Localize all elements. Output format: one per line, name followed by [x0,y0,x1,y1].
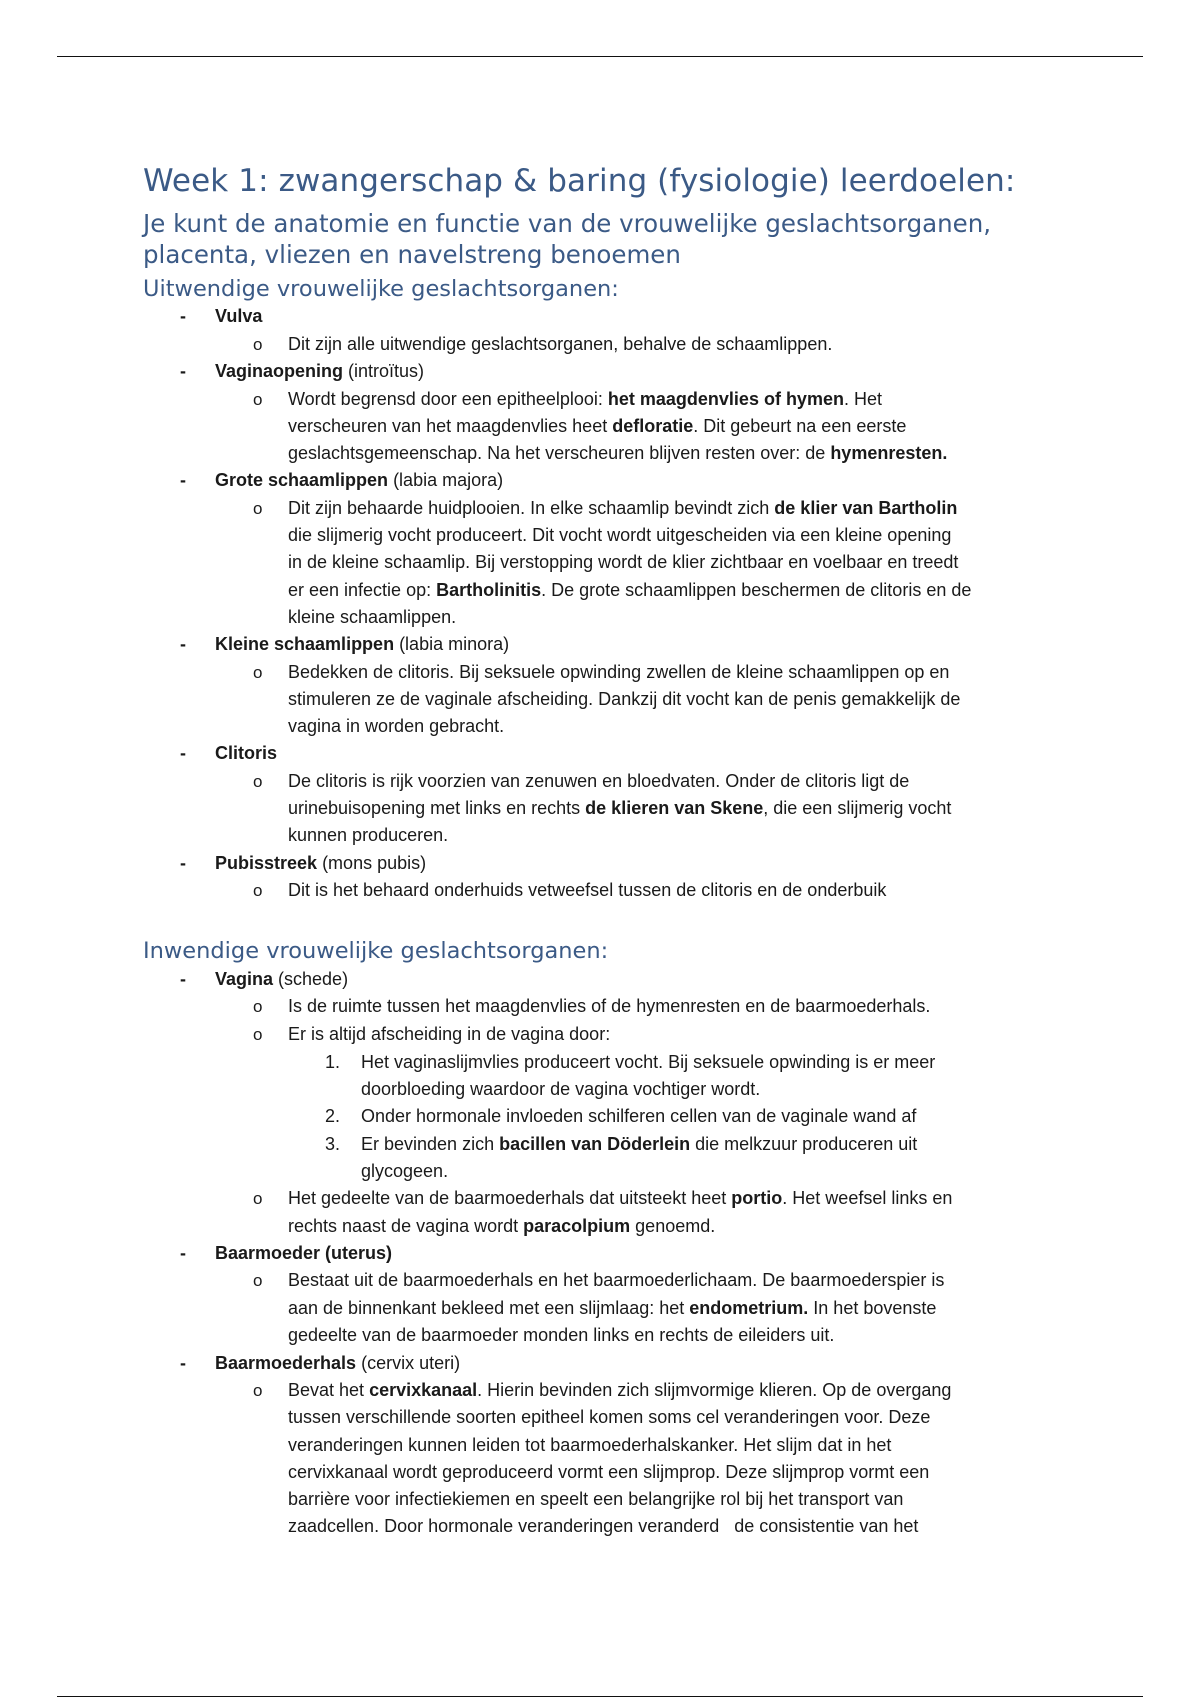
term-vulva: Vulva [215,306,263,326]
term-vagina: Vagina (schede) [215,969,349,989]
list-bullet: o [253,1381,263,1400]
list-dash: - [180,361,186,381]
term-kleine-schaamlippen: Kleine schaamlippen (labia minora) [215,634,510,654]
vagina-text-1: Is de ruimte tussen het maagdenvlies of de hymenresten en de baarmoederhals. [288,996,931,1016]
grote-text-3: in de kleine schaamlip. Bij verstopping wordt de klier zichtbaar en voelbaar en treedt [288,552,959,572]
pubis-text-1: Dit is het behaard onderhuids vetweefsel tussen de clitoris en de onderbuik [288,880,887,900]
header-rule [57,56,1143,57]
vagina-text-3: Het gedeelte van de baarmoederhals dat uitsteekt heet portio. Het weefsel links en [288,1188,953,1208]
cervix-text-5: barrière voor infectiekiemen en speelt een belangrijke rol bij het transport van [288,1489,904,1509]
grote-text-4: er een infectie op: Bartholinitis. De grote schaamlippen beschermen de clitoris en de [288,580,972,600]
learning-goal-heading: Je kunt de anatomie en functie van de vrouwelijke geslachtsorganen, placenta, vliezen en navelstreng benoemen [143,209,992,269]
list-dash: - [180,969,186,989]
section-heading-external: Uitwendige vrouwelijke geslachtsorganen: [143,276,619,302]
term-vaginaopening: Vaginaopening (introïtus) [215,361,425,381]
cervix-text-3: veranderingen kunnen leiden tot baarmoederhalskanker. Het slijm dat in het [288,1435,892,1455]
document-title: Week 1: zwangerschap & baring (fysiologie) leerdoelen: [143,163,1016,199]
list-dash: - [180,1353,186,1373]
list-dash: - [180,470,186,490]
list-bullet: o [253,499,263,518]
list-bullet: o [253,881,263,900]
list-number: 3. [325,1134,341,1154]
vaginaopening-text-2: verscheuren van het maagdenvlies heet defloratie. Dit gebeurt na een eerste [288,416,907,436]
vagina-text-4: rechts naast de vagina wordt paracolpium genoemd. [288,1216,716,1236]
vaginaopening-text-3: geslachtsgemeenschap. Na het verscheuren blijven resten over: de hymenresten. [288,443,948,463]
list-bullet: o [253,335,263,354]
cervix-text-4: cervixkanaal wordt geproduceerd vormt een slijmprop. Deze slijmprop vormt een [288,1462,930,1482]
list-bullet: o [253,1189,263,1208]
list-number: 1. [325,1052,341,1072]
grote-text-1: Dit zijn behaarde huidplooien. In elke schaamlip bevindt zich de klier van Bartholin [288,498,958,518]
vagina-cause-3-line-2: glycogeen. [361,1161,449,1181]
grote-text-2: die slijmerig vocht produceert. Dit vocht wordt uitgescheiden via een kleine opening [288,525,952,545]
list-bullet: o [253,663,263,682]
list-bullet: o [253,390,263,409]
vagina-cause-3-line-1: Er bevinden zich bacillen van Döderlein die melkzuur produceren uit [361,1134,918,1154]
list-dash: - [180,306,186,326]
cervix-text-2: tussen verschillende soorten epitheel komen soms cel veranderingen voor. Deze [288,1407,931,1427]
list-dash: - [180,1243,186,1263]
list-dash: - [180,743,186,763]
list-dash: - [180,853,186,873]
baarmoeder-text-2: aan de binnenkant bekleed met een slijmlaag: het endometrium. In het bovenste [288,1298,937,1318]
kleine-text-2: stimuleren ze de vaginale afscheiding. Dankzij dit vocht kan de penis gemakkelijk de [288,689,961,709]
list-bullet: o [253,1271,263,1290]
clitoris-text-2: urinebuisopening met links en rechts de klieren van Skene, die een slijmerig vocht [288,798,952,818]
kleine-text-1: Bedekken de clitoris. Bij seksuele opwinding zwellen de kleine schaamlippen op en [288,662,950,682]
vaginaopening-text-1: Wordt begrensd door een epitheelplooi: het maagdenvlies of hymen. Het [288,389,882,409]
footer-rule [57,1696,1143,1697]
vagina-text-2: Er is altijd afscheiding in de vagina door: [288,1024,611,1044]
list-bullet: o [253,1025,263,1044]
term-baarmoederhals: Baarmoederhals (cervix uteri) [215,1353,461,1373]
grote-text-5: kleine schaamlippen. [288,607,457,627]
term-grote-schaamlippen: Grote schaamlippen (labia majora) [215,470,504,490]
term-clitoris: Clitoris [215,743,278,763]
vulva-text: Dit zijn alle uitwendige geslachtsorganen, behalve de schaamlippen. [288,334,833,354]
cervix-text-1: Bevat het cervixkanaal. Hierin bevinden zich slijmvormige klieren. Op de overgang [288,1380,952,1400]
vagina-cause-1-line-1: Het vaginaslijmvlies produceert vocht. Bij seksuele opwinding is er meer [361,1052,936,1072]
list-number: 2. [325,1106,341,1126]
cervix-text-6: zaadcellen. Door hormonale veranderingen veranderd de consistentie van het [288,1516,919,1536]
section-heading-internal: Inwendige vrouwelijke geslachtsorganen: [143,938,609,964]
term-pubisstreek: Pubisstreek (mons pubis) [215,853,427,873]
baarmoeder-text-3: gedeelte van de baarmoeder monden links en rechts de eileiders uit. [288,1325,835,1345]
list-bullet: o [253,772,263,791]
clitoris-text-1: De clitoris is rijk voorzien van zenuwen en bloedvaten. Onder de clitoris ligt de [288,771,910,791]
term-baarmoeder: Baarmoeder (uterus) [215,1243,393,1263]
list-dash: - [180,634,186,654]
list-bullet: o [253,997,263,1016]
vagina-cause-1-line-2: doorbloeding waardoor de vagina vochtiger wordt. [361,1079,761,1099]
clitoris-text-3: kunnen produceren. [288,825,449,845]
kleine-text-3: vagina in worden gebracht. [288,716,505,736]
baarmoeder-text-1: Bestaat uit de baarmoederhals en het baarmoederlichaam. De baarmoederspier is [288,1270,945,1290]
vagina-cause-2: Onder hormonale invloeden schilferen cellen van de vaginale wand af [361,1106,917,1126]
